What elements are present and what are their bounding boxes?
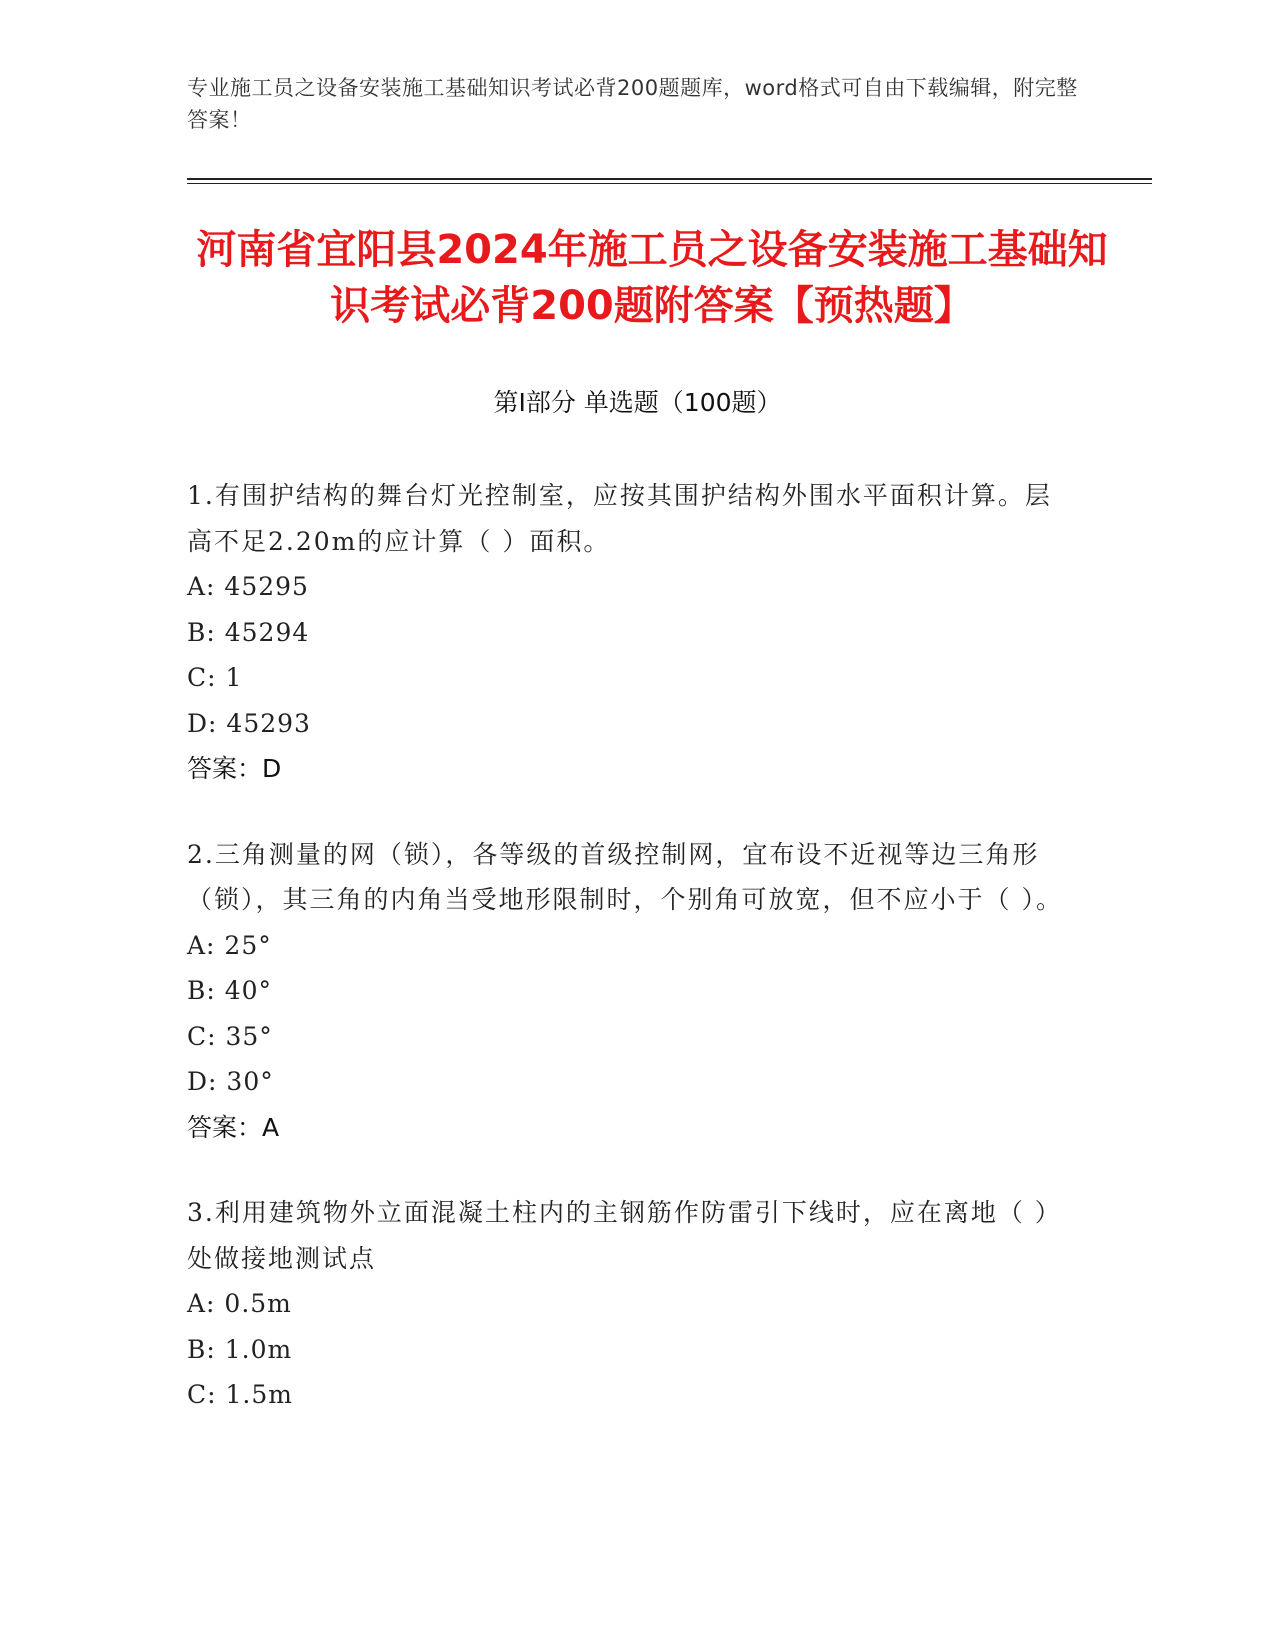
option-b: B: 1.0m <box>187 1334 293 1364</box>
option-d: D: 30° <box>187 1067 274 1096</box>
section-heading: 第I部分 单选题（100题） <box>493 388 782 417</box>
question-1 <box>187 473 1067 792</box>
answer: 答案：A <box>187 1112 280 1142</box>
question-2 <box>187 832 1067 1151</box>
option-a: A: 45295 <box>187 572 309 601</box>
question-text: 3.利用建筑物外立面混凝土柱内的主钢筋作防雷引下线时，应在离地（ ）处做接地测试点 <box>187 1198 1062 1273</box>
option-c: C: 1.5m <box>187 1380 293 1409</box>
question-list <box>187 473 1067 1458</box>
answer: 答案：D <box>187 754 282 783</box>
option-c: C: 1 <box>187 663 243 692</box>
header-note: 专业施工员之设备安装施工基础知识考试必背200题题库，word格式可自由下载编辑，附完整答案！ <box>187 76 1078 132</box>
option-a: A: 0.5m <box>187 1289 292 1318</box>
option-b: B: 40° <box>187 976 273 1005</box>
option-d: D: 45293 <box>187 708 311 738</box>
option-b: B: 45294 <box>187 617 310 647</box>
question-3 <box>187 1190 1067 1418</box>
question-text: 1.有围护结构的舞台灯光控制室，应按其围护结构外围水平面积计算。层高不足2.20m的应计算（ ）面积。 <box>187 481 1052 556</box>
question-text: 2.三角测量的网（锁），各等级的首级控制网，宜布设不近视等边三角形（锁），其三角的内角当受地形限制时，个别角可放宽，但不应小于（ ）。 <box>187 839 1063 914</box>
document-title: 河南省宜阳县2024年施工员之设备安装施工基础知识考试必背200题附答案【预热题】 <box>196 227 1108 329</box>
header-divider-thin <box>187 183 1152 184</box>
option-c: C: 35° <box>187 1021 273 1051</box>
header-divider-thick <box>187 178 1152 180</box>
option-a: A: 25° <box>187 930 272 960</box>
